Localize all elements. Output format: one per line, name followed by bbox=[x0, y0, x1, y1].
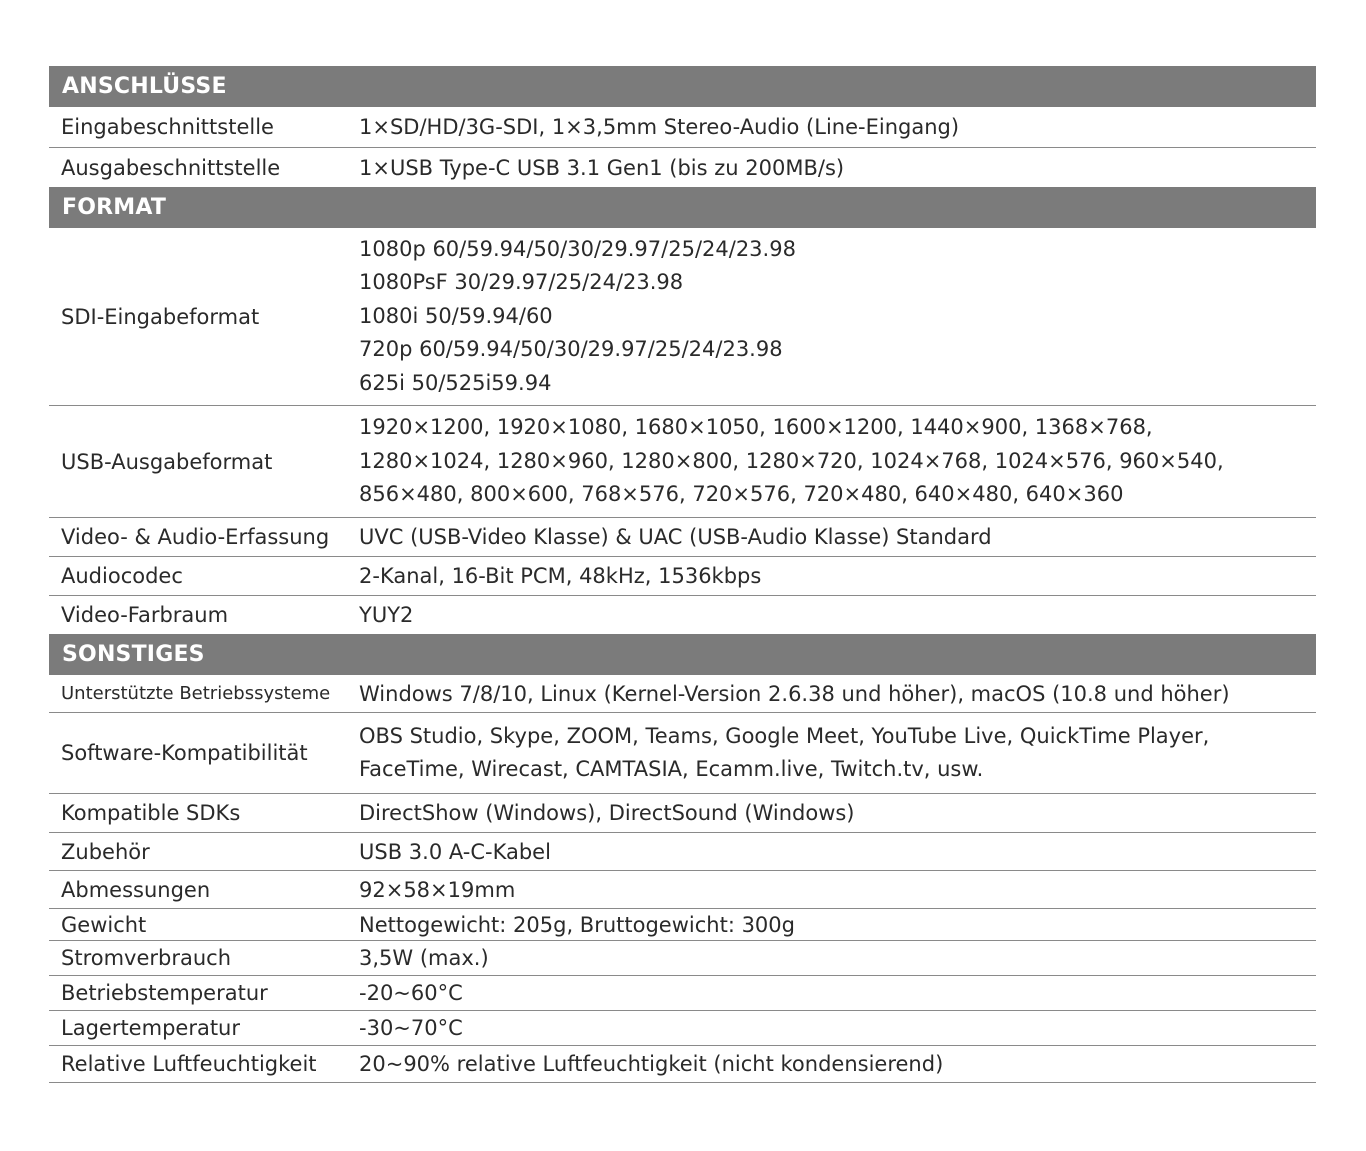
spec-value bbox=[348, 411, 1316, 512]
spec-label: Video-Farbraum bbox=[61, 603, 229, 627]
spec-label: Kompatible SDKs bbox=[61, 801, 241, 825]
spec-value bbox=[348, 981, 1316, 1005]
spec-label: Eingabeschnittstelle bbox=[61, 115, 274, 139]
value-line: 92×58×19mm bbox=[359, 877, 516, 902]
spec-value bbox=[348, 840, 1316, 864]
value-line: Windows 7/8/10, Linux (Kernel-Version 2.6.38 und höher), macOS (10.8 und höher) bbox=[359, 681, 1230, 706]
value-line: DirectShow (Windows), DirectSound (Windows) bbox=[359, 801, 855, 825]
spec-value bbox=[348, 564, 1316, 588]
value-line: 625i 50/525i59.94 bbox=[359, 370, 552, 395]
spec-label: Ausgabeschnittstelle bbox=[61, 155, 281, 180]
value-line: 3,5W (max.) bbox=[359, 946, 489, 970]
spec-row-betriebstemperatur bbox=[49, 976, 1316, 1011]
spec-label: Abmessungen bbox=[61, 877, 211, 902]
spec-row-software-kompatibilitaet bbox=[49, 713, 1316, 794]
spec-row-audiocodec bbox=[49, 557, 1316, 596]
spec-row-kompatible-sdks bbox=[49, 794, 1316, 833]
spec-value bbox=[348, 878, 1316, 902]
spec-row-usb-ausgabeformat bbox=[49, 406, 1316, 518]
value-line: USB 3.0 A-C-Kabel bbox=[359, 839, 551, 864]
spec-label: Gewicht bbox=[61, 912, 147, 937]
spec-value bbox=[348, 115, 1316, 139]
section-header-anschluesse: ANSCHLÜSSE bbox=[49, 66, 1316, 107]
spec-row-betriebssysteme bbox=[49, 675, 1316, 713]
value-line: 856×480, 800×600, 768×576, 720×576, 720×480, 640×480, 640×360 bbox=[359, 482, 1124, 507]
value-line: 20~90% relative Luftfeuchtigkeit (nicht kondensierend) bbox=[359, 1052, 944, 1076]
spec-label: Lagertemperatur bbox=[61, 1016, 240, 1040]
value-line: 1280×1024, 1280×960, 1280×800, 1280×720, 1024×768, 1024×576, 960×540, bbox=[359, 448, 1224, 473]
value-line: 1080i 50/59.94/60 bbox=[359, 303, 553, 328]
value-line: Nettogewicht: 205g, Bruttogewicht: 300g bbox=[359, 912, 795, 937]
spec-label: Audiocodec bbox=[61, 564, 183, 588]
spec-label: Software-Kompatibilität bbox=[61, 741, 308, 765]
value-line: FaceTime, Wirecast, CAMTASIA, Ecamm.live, Twitch.tv, usw. bbox=[359, 757, 984, 781]
spec-row-stromverbrauch bbox=[49, 941, 1316, 976]
value-line: -30~70°C bbox=[359, 1016, 463, 1040]
value-line: 720p 60/59.94/50/30/29.97/25/24/23.98 bbox=[359, 337, 783, 362]
spec-value bbox=[348, 156, 1316, 180]
spec-value bbox=[348, 720, 1316, 787]
spec-label: Video- & Audio-Erfassung bbox=[61, 525, 330, 549]
value-line: 1920×1200, 1920×1080, 1680×1050, 1600×1200, 1440×900, 1368×768, bbox=[359, 415, 1153, 440]
spec-label: USB-Ausgabeformat bbox=[61, 449, 273, 474]
section-header-sonstiges: SONSTIGES bbox=[49, 634, 1316, 675]
spec-value bbox=[348, 603, 1316, 627]
spec-row-gewicht bbox=[49, 909, 1316, 941]
spec-row-video-farbraum bbox=[49, 596, 1316, 634]
value-line: 1×SD/HD/3G-SDI, 1×3,5mm Stereo-Audio (Line-Eingang) bbox=[359, 115, 960, 139]
spec-label: Betriebstemperatur bbox=[61, 981, 268, 1005]
spec-row-eingabeschnittstelle bbox=[49, 107, 1316, 148]
spec-table bbox=[49, 66, 1316, 1083]
spec-label: Unterstützte Betriebssysteme bbox=[61, 683, 331, 704]
spec-label: Stromverbrauch bbox=[61, 946, 232, 970]
value-line: 1080p 60/59.94/50/30/29.97/25/24/23.98 bbox=[359, 236, 796, 261]
spec-row-sdi-eingabeformat bbox=[49, 228, 1316, 406]
spec-value bbox=[348, 946, 1316, 970]
spec-row-relative-luftfeuchtigkeit bbox=[49, 1046, 1316, 1083]
value-line: 2-Kanal, 16-Bit PCM, 48kHz, 1536kbps bbox=[359, 564, 762, 588]
spec-row-abmessungen bbox=[49, 871, 1316, 909]
value-line: 1×USB Type-C USB 3.1 Gen1 (bis zu 200MB/s) bbox=[359, 155, 845, 180]
spec-value bbox=[348, 801, 1316, 825]
spec-value bbox=[348, 1052, 1316, 1076]
spec-label: SDI-Eingabeformat bbox=[61, 304, 260, 329]
value-line: YUY2 bbox=[359, 603, 414, 627]
value-line: -20~60°C bbox=[359, 981, 463, 1005]
section-header-format: FORMAT bbox=[49, 187, 1316, 228]
spec-value bbox=[348, 682, 1316, 706]
spec-value bbox=[348, 233, 1316, 401]
value-line: OBS Studio, Skype, ZOOM, Teams, Google Meet, YouTube Live, QuickTime Player, bbox=[359, 723, 1210, 748]
spec-label: Zubehör bbox=[61, 839, 150, 864]
spec-value bbox=[348, 1016, 1316, 1040]
spec-row-ausgabeschnittstelle bbox=[49, 148, 1316, 187]
spec-value bbox=[348, 525, 1316, 549]
spec-row-zubehoer bbox=[49, 833, 1316, 871]
spec-label: Relative Luftfeuchtigkeit bbox=[61, 1052, 317, 1076]
value-line: 1080PsF 30/29.97/25/24/23.98 bbox=[359, 270, 684, 295]
spec-row-video-audio-erfassung bbox=[49, 518, 1316, 557]
value-line: UVC (USB-Video Klasse) & UAC (USB-Audio Klasse) Standard bbox=[359, 525, 992, 549]
spec-row-lagertemperatur bbox=[49, 1011, 1316, 1046]
spec-value bbox=[348, 913, 1316, 937]
